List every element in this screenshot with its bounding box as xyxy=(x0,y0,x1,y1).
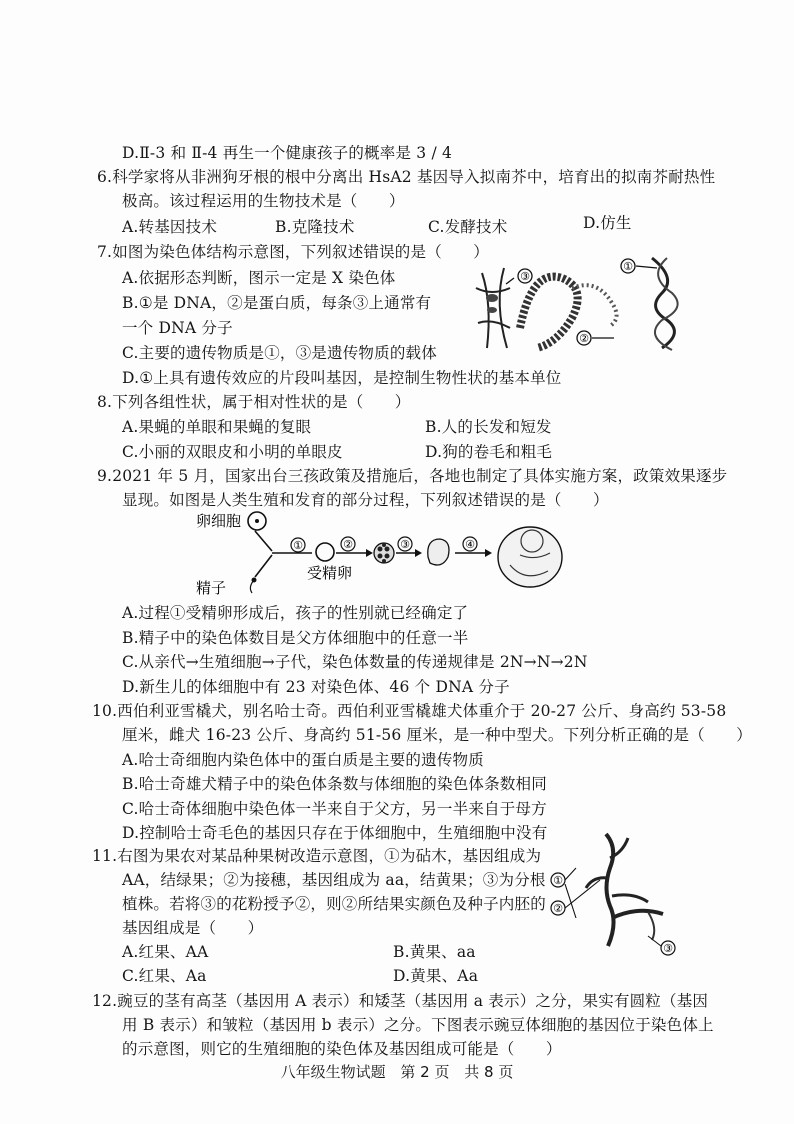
text-line: 用 B 表示）和皱粒（基因用 b 表示）之分。下图表示豌豆体细胞的基因位于染色体上 xyxy=(122,1016,714,1034)
zygote-circle xyxy=(316,543,334,561)
text-line: 7.如图为染色体结构示意图，下列叙述错误的是（ ） xyxy=(97,243,489,261)
chromosome-structure-figure xyxy=(462,248,702,358)
process-step-1: ① xyxy=(293,539,303,552)
tree-label-3: ③ xyxy=(663,942,673,955)
text-line: B.精子中的染色体数目是父方体细胞中的任意一半 xyxy=(122,629,469,647)
tree-label-2: ② xyxy=(553,902,563,915)
text-line: D.①上具有遗传效应的片段叫基因，是控制生物性状的基本单位 xyxy=(122,369,562,387)
text-line: D.仿生 xyxy=(583,214,632,232)
tree-label-1: ① xyxy=(553,874,563,887)
text-line: 12.豌豆的茎有高茎（基因用 A 表示）和矮茎（基因用 a 表示）之分，果实有圆粒（基因 xyxy=(92,992,709,1010)
text-line: 显现。如图是人类生殖和发育的部分过程，下列叙述错误的是（ ） xyxy=(122,491,609,509)
text-line: AA，结绿果；②为接穗，基因组成为 aa，结黄果；③为分根 xyxy=(122,871,546,889)
text-line: C.主要的遗传物质是①，③是遗传物质的载体 xyxy=(122,344,437,362)
text-line: 基因组成是（ ） xyxy=(122,919,264,937)
zygote-label: 受精卵 xyxy=(307,564,353,582)
text-line: A.转基因技术 xyxy=(122,218,218,236)
text-line: D.新生儿的体细胞中有 23 对染色体、46 个 DNA 分子 xyxy=(122,678,510,696)
text-line: 8.下列各组性状，属于相对性状的是（ ） xyxy=(97,393,411,411)
footer-subject: 八年级生物试题 xyxy=(280,1063,386,1081)
footer-total: 共 8 页 xyxy=(464,1063,514,1081)
fetus-shape xyxy=(498,527,562,587)
text-line: A.果蝇的单眼和果蝇的复眼 xyxy=(122,418,312,436)
process-step-4: ④ xyxy=(465,538,475,551)
text-line: D.狗的卷毛和粗毛 xyxy=(425,443,553,461)
text-line: 的示意图，则它的生殖细胞的染色体及基因组成可能是（ ） xyxy=(122,1040,562,1058)
process-step-3: ③ xyxy=(400,538,410,551)
text-line: 植株。若将③的花粉授予②，则②所结果实颜色及种子内胚的 xyxy=(122,895,546,913)
text-line: B.黄果、aa xyxy=(393,943,476,961)
text-line: C.红果、Aa xyxy=(122,967,207,985)
text-line: D.黄果、Aa xyxy=(393,967,479,985)
sperm-label: 精子 xyxy=(196,579,227,597)
chromosome-label-3: ③ xyxy=(520,270,530,283)
text-line: 10.西伯利亚雪橇犬，别名哈士奇。西伯利亚雪橇雄犬体重介于 20-27 公斤、身高约 53-58 xyxy=(92,702,727,720)
chromosome-label-2: ② xyxy=(579,332,589,345)
text-line: B.克隆技术 xyxy=(275,218,355,236)
text-line: A.哈士奇细胞内染色体中的蛋白质是主要的遗传物质 xyxy=(122,751,484,769)
process-step-2: ② xyxy=(343,538,353,551)
early-embryo-shape xyxy=(428,539,449,565)
text-line: C.哈士奇体细胞中染色体一半来自于父方，另一半来自于母方 xyxy=(122,800,547,818)
text-line: 9.2021 年 5 月，国家出台三孩政策及措施后，各地也制定了具体实施方案，政策效果逐步 xyxy=(97,467,728,485)
embryo-cell-cluster xyxy=(374,543,394,563)
text-line: 11.右图为果农对某品种果树改造示意图，①为砧木，基因组成为 xyxy=(92,847,542,865)
text-line: B.人的长发和短发 xyxy=(425,418,552,436)
footer-page: 第 2 页 xyxy=(400,1063,450,1081)
text-line: 极高。该过程运用的生物技术是（ ） xyxy=(122,192,405,210)
text-line: A.红果、AA xyxy=(122,943,209,961)
text-line: 6.科学家将从非洲狗牙根的根中分离出 HsA2 基因导入拟南芥中，培育出的拟南芥耐热性 xyxy=(97,168,716,186)
text-line: C.从亲代→生殖细胞→子代，染色体数量的传递规律是 2N→N→2N xyxy=(122,653,588,671)
human-reproduction-figure xyxy=(190,505,570,600)
chromosome-label-1: ① xyxy=(623,260,633,273)
text-line: B.哈士奇雄犬精子中的染色体条数与体细胞的染色体条数相同 xyxy=(122,775,547,793)
text-line: 一个 DNA 分子 xyxy=(122,319,233,337)
egg-cell-label: 卵细胞 xyxy=(196,512,242,530)
text-line: B.①是 DNA，②是蛋白质，每条③上通常有 xyxy=(122,294,432,312)
text-line: D.控制哈士奇毛色的基因只存在于体细胞中，生殖细胞中没有 xyxy=(122,824,548,842)
text-line: C.小丽的双眼皮和小明的单眼皮 xyxy=(122,443,343,461)
text-line: D.Ⅱ-3 和 Ⅱ-4 再生一个健康孩子的概率是 3 / 4 xyxy=(122,144,453,162)
text-line: 厘米，雌犬 16-23 公斤、身高约 51-56 厘米，是一种中型犬。下列分析正确的是（ ） xyxy=(122,726,752,744)
text-line: A.过程①受精卵形成后，孩子的性别就已经确定了 xyxy=(122,604,469,622)
text-line: A.依据形态判断，图示一定是 X 染色体 xyxy=(122,269,396,287)
grafted-tree-figure xyxy=(548,828,688,958)
text-line: C.发酵技术 xyxy=(428,218,508,236)
page-footer xyxy=(0,1062,794,1082)
